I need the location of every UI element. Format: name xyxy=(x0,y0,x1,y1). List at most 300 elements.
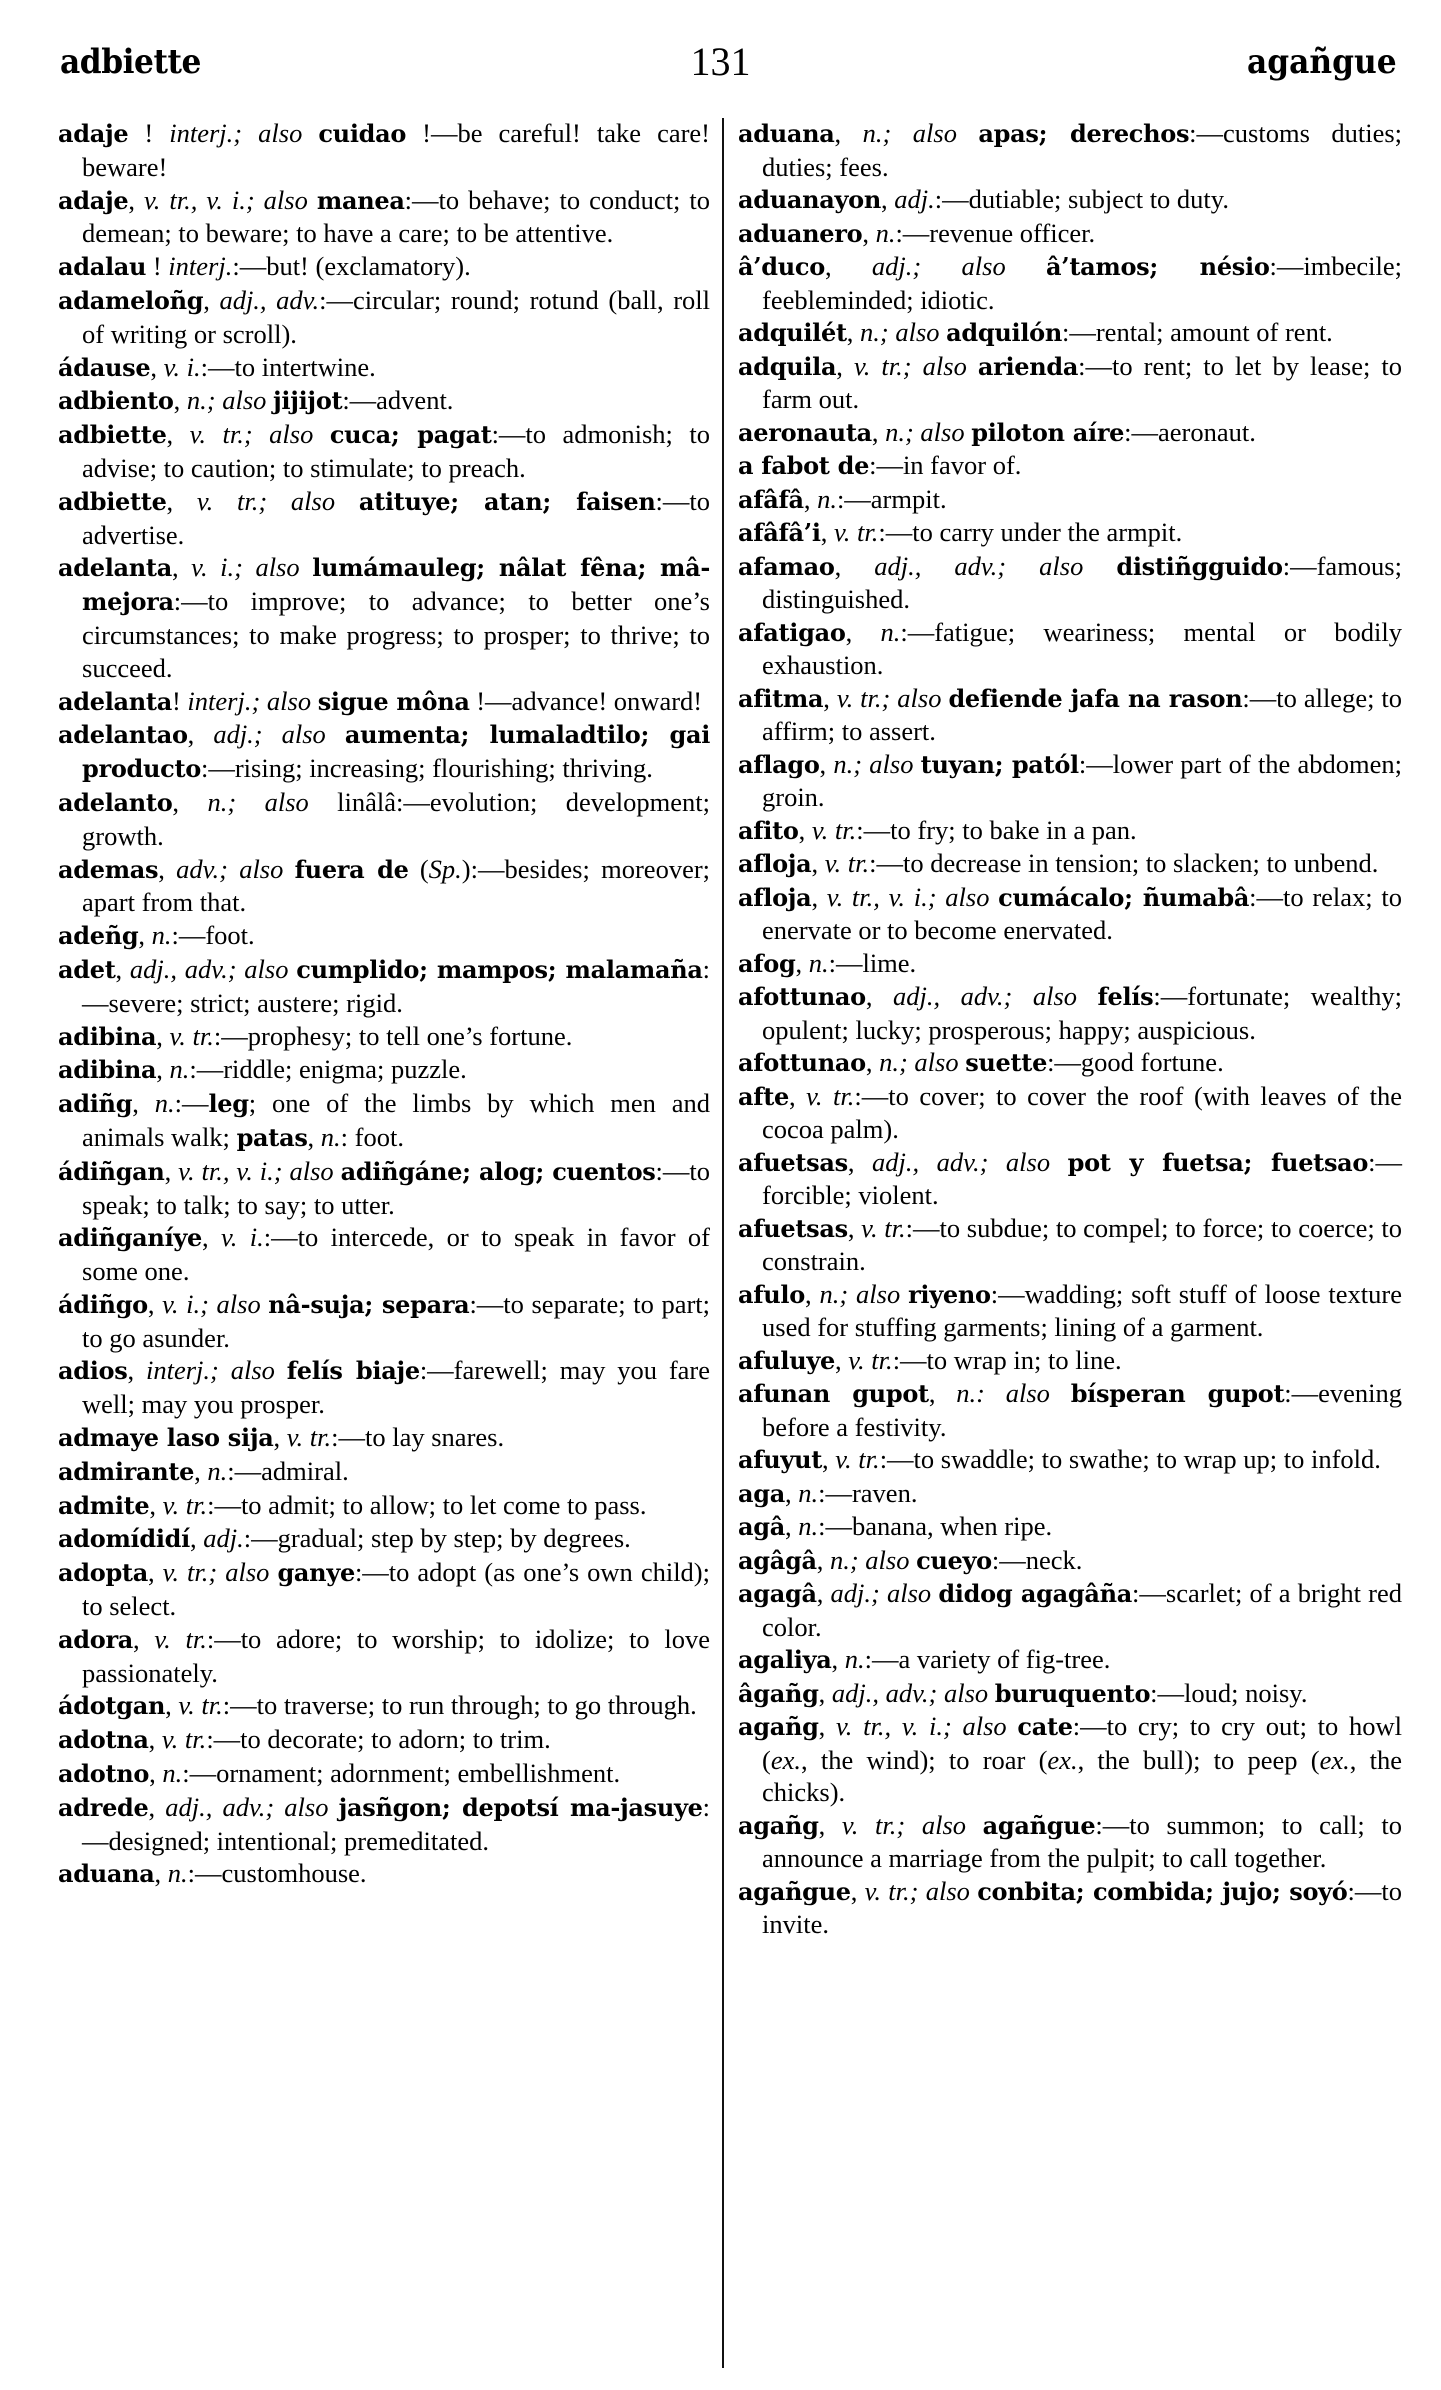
dictionary-entry xyxy=(738,947,1402,981)
dictionary-entry xyxy=(58,284,710,351)
dictionary-entry xyxy=(738,616,1402,682)
headword: adet xyxy=(58,954,116,984)
dictionary-entry xyxy=(58,1020,710,1054)
dictionary-entry xyxy=(738,980,1402,1046)
definition-text: , the chicks). xyxy=(762,1744,1402,1807)
definition-text: :—admiral. xyxy=(227,1455,349,1486)
definition-text: , xyxy=(795,947,809,978)
dictionary-entry xyxy=(738,682,1402,748)
grammar-label: interj.; also xyxy=(145,1355,287,1386)
headword: aflago xyxy=(738,749,820,779)
definition-text: :—imbecile; feebleminded; idiotic. xyxy=(762,251,1402,315)
definition-text: , xyxy=(172,786,208,817)
definition-text: , xyxy=(928,1378,957,1408)
definition-text: :—designed; intentional; premeditated. xyxy=(82,1791,711,1856)
dictionary-entry xyxy=(58,485,710,552)
definition-text: :—to adopt (as one’s own child); to select. xyxy=(82,1557,710,1622)
grammar-label: v. tr. xyxy=(154,1623,207,1654)
headword: agâ xyxy=(738,1512,785,1541)
dictionary-entry xyxy=(738,183,1402,217)
dictionary-entry xyxy=(58,184,710,251)
grammar-label: v. tr. xyxy=(861,1212,906,1243)
definition-text: , xyxy=(154,1858,168,1889)
bold-term: ganye xyxy=(277,1558,355,1588)
dictionary-entry xyxy=(58,1757,710,1791)
bold-term: suette xyxy=(965,1048,1048,1077)
headword: adalau xyxy=(58,252,147,282)
definition-text: , xyxy=(804,1278,820,1309)
definition-text: :—customhouse. xyxy=(187,1858,367,1889)
definition-text: :—gradual; step by step; by degrees. xyxy=(243,1523,631,1554)
definition-text: , xyxy=(816,1544,830,1575)
left-column xyxy=(58,117,710,1891)
dictionary-entry xyxy=(738,250,1402,316)
grammar-label: n. xyxy=(162,1758,183,1789)
headword: â’duco xyxy=(738,252,825,281)
headword: adomídidí xyxy=(58,1524,190,1554)
grammar-label: n. xyxy=(844,1644,865,1674)
bold-term: riyeno xyxy=(908,1279,991,1309)
definition-text: :—aeronaut. xyxy=(1124,416,1256,447)
headword: agañg xyxy=(738,1712,819,1741)
definition-text: , xyxy=(128,184,144,215)
definition-text: :—lime. xyxy=(828,947,917,978)
definition-text: , the bull); to peep ( xyxy=(1077,1744,1320,1775)
definition-text: , xyxy=(189,1523,204,1554)
grammar-label: n.; also xyxy=(186,385,274,416)
grammar-label: v. tr. xyxy=(848,1344,893,1375)
dictionary-entry xyxy=(58,1556,710,1623)
definition-text: , xyxy=(789,1080,807,1111)
dictionary-entry xyxy=(738,1677,1402,1711)
definition-text: , xyxy=(156,1054,170,1085)
definition-text: , xyxy=(820,517,834,547)
definition-text: , xyxy=(171,552,192,583)
dictionary-entry xyxy=(738,881,1402,947)
dictionary-entry xyxy=(58,1354,710,1421)
definition-text: :—to separate; to part; to go asunder. xyxy=(82,1288,711,1353)
definition-text: :—evening before a festivity. xyxy=(762,1378,1402,1442)
definition-text: :—armpit. xyxy=(836,483,947,514)
dictionary-entry xyxy=(58,685,710,719)
definition-text: , xyxy=(845,616,881,647)
dictionary-entry xyxy=(58,1857,710,1891)
definition-text: :—to fry; to bake in a pan. xyxy=(856,814,1137,845)
definition-text: :—to cover; to cover the roof (with leaves of the cocoa palm). xyxy=(762,1080,1402,1144)
headword: aga xyxy=(738,1478,785,1508)
headword: adbiento xyxy=(58,386,174,416)
dictionary-entry xyxy=(738,814,1402,848)
definition-text: , xyxy=(850,1875,865,1906)
definition-text: :—foot. xyxy=(171,920,255,951)
headword: agañg xyxy=(738,1810,819,1840)
headword: adelantao xyxy=(58,720,188,750)
grammar-label: v. tr.; also xyxy=(162,1557,278,1588)
definition-text: , xyxy=(865,981,893,1011)
definition-text: , xyxy=(847,1146,873,1177)
headword: admaye laso sija xyxy=(58,1423,274,1453)
headword: aduana xyxy=(738,119,835,148)
headword: adibina xyxy=(58,1021,157,1051)
dictionary-entry xyxy=(738,1809,1402,1875)
headword: ádotgan xyxy=(58,1691,166,1721)
headword: aduanayon xyxy=(738,185,882,214)
definition-text: :—raven. xyxy=(818,1477,918,1508)
definition-text: , xyxy=(115,953,130,984)
bold-term: cate xyxy=(1017,1712,1073,1741)
headword: adios xyxy=(58,1356,128,1386)
grammar-label: adj., adv.; also xyxy=(831,1677,995,1708)
definition-text: , xyxy=(148,1724,162,1755)
definition-text: , xyxy=(166,419,190,450)
dictionary-entry xyxy=(738,117,1402,183)
dictionary-entry xyxy=(738,1577,1402,1643)
grammar-label: adj., adv.; also xyxy=(892,981,1098,1011)
headword: afte xyxy=(738,1081,790,1111)
dictionary-entry xyxy=(58,1791,710,1858)
dictionary-entry xyxy=(738,1544,1402,1578)
definition-text: , xyxy=(156,1020,170,1051)
bold-term: â’tamos; nésio xyxy=(1046,252,1270,281)
definition-text: :—farewell; may you fare well; may you prosper. xyxy=(82,1355,710,1420)
definition-text: :—to behave; to conduct; to demean; to beware; to have a care; to be attentive. xyxy=(82,184,710,249)
definition-text: :—to admit; to allow; to let come to pass. xyxy=(207,1489,647,1520)
definition-text: :—circular; round; rotund (ball, roll of writing or scroll). xyxy=(82,284,710,349)
headword: adquilét xyxy=(738,318,847,347)
headword: adiñg xyxy=(58,1089,133,1119)
definition-text: , xyxy=(818,1677,832,1708)
definition-text: : foot. xyxy=(340,1121,404,1152)
grammar-label: v. tr., v. i.; also xyxy=(178,1155,341,1186)
grammar-label: ex. xyxy=(1047,1744,1078,1775)
definition-text: , xyxy=(194,1455,208,1486)
dictionary-entry xyxy=(58,1522,710,1556)
definition-text: :—to admonish; to advise; to caution; to stimulate; to preach. xyxy=(82,419,710,483)
grammar-label: n. xyxy=(817,483,837,514)
dictionary-entry xyxy=(58,1623,710,1690)
grammar-label: adj., adv.; also xyxy=(129,953,297,984)
dictionary-entry xyxy=(738,483,1402,517)
headword: afatigao xyxy=(738,617,846,647)
definition-text: , xyxy=(822,1444,836,1474)
definition-text: :—to relax; to enervate or to become enervated. xyxy=(762,881,1402,945)
headword: afuyut xyxy=(738,1445,823,1474)
definition-text: :—neck. xyxy=(991,1544,1083,1575)
bold-term: felís biaje xyxy=(286,1356,420,1386)
definition-text: , xyxy=(819,748,834,779)
definition-text: ( xyxy=(408,853,429,884)
definition-text: , xyxy=(862,217,876,248)
grammar-label: v. tr. xyxy=(824,848,870,878)
grammar-label: v. tr. xyxy=(169,1020,214,1051)
grammar-label: v. tr.; also xyxy=(836,682,949,713)
definition-text: , xyxy=(871,416,886,447)
headword: agâgâ xyxy=(738,1545,817,1575)
dictionary-entry xyxy=(738,550,1402,616)
headword: adotno xyxy=(58,1759,150,1789)
grammar-label: v. i.; also xyxy=(191,552,313,583)
definition-text: :—fatigue; weariness; mental or bodily exhaustion. xyxy=(762,616,1403,680)
headword: ademas xyxy=(58,854,159,884)
headword: afulo xyxy=(738,1279,805,1309)
headword: afito xyxy=(738,815,799,845)
grammar-label: adv.; also xyxy=(176,853,295,884)
headword: adora xyxy=(58,1624,134,1654)
grammar-label: v. tr., v. i.; also xyxy=(143,184,317,215)
definition-text: , xyxy=(784,1511,799,1541)
grammar-label: v. tr. xyxy=(806,1080,855,1111)
grammar-label: v. tr. xyxy=(178,1690,223,1721)
definition-text: , xyxy=(202,1222,221,1253)
headword: afottunao xyxy=(738,982,866,1011)
headword: adelanto xyxy=(58,787,173,817)
headword: adaje xyxy=(58,185,129,215)
headword: afâfâ’i xyxy=(738,518,821,547)
definition-text: , xyxy=(150,351,164,382)
dictionary-entry xyxy=(738,1875,1402,1941)
headword: afloja xyxy=(738,849,812,878)
definition-text: :—forcible; violent. xyxy=(762,1146,1402,1210)
headword: afamao xyxy=(738,551,835,581)
bold-term: piloton aíre xyxy=(971,417,1125,447)
definition-text: !—be careful! take care! beware! xyxy=(82,118,711,182)
grammar-label: v. tr.; also xyxy=(864,1875,978,1906)
grammar-label: v. tr., v. i.; also xyxy=(835,1711,1018,1741)
grammar-label: v. tr.; also xyxy=(841,1809,983,1840)
bold-term: agañgue xyxy=(982,1810,1096,1840)
dictionary-entry xyxy=(58,418,710,485)
bold-term: conbita; combida; jujo; soyó xyxy=(977,1876,1348,1906)
grammar-label: v. tr. xyxy=(811,814,857,845)
definition-text: , xyxy=(149,1489,163,1520)
dictionary-entry xyxy=(58,1689,710,1723)
bold-term: bísperan gupot xyxy=(1070,1379,1285,1408)
grammar-label: n. xyxy=(151,920,172,951)
dictionary-entry xyxy=(58,384,710,418)
definition-text: linâlâ:—evolution; development; growth. xyxy=(82,786,711,851)
grammar-label: interj.; also xyxy=(187,685,318,716)
dictionary-entry xyxy=(738,217,1402,251)
grammar-label: v. tr. xyxy=(833,517,879,547)
bold-term: felís xyxy=(1097,982,1154,1011)
headword: afuluye xyxy=(738,1345,836,1375)
grammar-label: v. i. xyxy=(163,351,201,382)
grammar-label: ex. xyxy=(770,1744,801,1775)
definition-text: :—rising; increasing; flourishing; thriving. xyxy=(200,753,653,784)
dictionary-entry xyxy=(738,1510,1402,1544)
dictionary-entry xyxy=(58,853,710,920)
definition-text: :—to invite. xyxy=(762,1875,1402,1939)
dictionary-entry xyxy=(58,786,710,853)
headword: aduana xyxy=(58,1859,155,1889)
dictionary-entry xyxy=(738,1344,1402,1378)
bold-term: cumácalo; ñumabâ xyxy=(998,882,1250,912)
bold-term: sigue mônа xyxy=(317,686,470,716)
definition-text: :—but! (exclamatory). xyxy=(232,251,471,282)
grammar-label: interj. xyxy=(168,251,233,282)
bold-term: jasñgon; depotsí ma-jasuye xyxy=(338,1792,703,1822)
grammar-label: n.; also xyxy=(207,786,338,817)
definition-text: :—to advertise. xyxy=(82,485,710,550)
bold-term: didog agagâña xyxy=(938,1579,1133,1608)
dictionary-entry xyxy=(58,117,710,184)
headword: afitma xyxy=(738,683,824,713)
grammar-label: n.; also xyxy=(860,317,947,347)
dictionary-entry xyxy=(738,416,1402,450)
definition-text: :—to lay snares. xyxy=(331,1422,505,1453)
definition-text: , xyxy=(811,881,827,912)
definition-text: :—customs duties; duties; fees. xyxy=(762,118,1403,182)
headword: adquila xyxy=(738,351,837,381)
grammar-label: interj.; also xyxy=(169,118,319,148)
definition-text: , xyxy=(835,1344,849,1375)
grammar-label: n. xyxy=(207,1455,228,1486)
bold-term: leg xyxy=(208,1089,249,1119)
bold-term: distiñgguido xyxy=(1116,551,1283,581)
dictionary-entry xyxy=(58,351,710,385)
definition-text: :—to wrap in; to line. xyxy=(892,1344,1122,1375)
headword: adelanta xyxy=(58,686,172,716)
headword: adibina xyxy=(58,1055,157,1085)
headword: afâfâ xyxy=(738,484,804,514)
definition-text: , xyxy=(149,1758,163,1789)
dictionary-entry xyxy=(738,350,1402,416)
definition-text: :—to speak; to talk; to say; to utter. xyxy=(82,1155,710,1220)
grammar-label: adj. xyxy=(203,1523,244,1554)
definition-text: , xyxy=(307,1121,321,1152)
definition-text: ! xyxy=(171,685,188,716)
dictionary-entry xyxy=(58,1053,710,1087)
definition-text: :—to carry under the armpit. xyxy=(878,517,1183,547)
grammar-label: n. xyxy=(808,947,829,978)
dictionary-entry xyxy=(738,1710,1402,1809)
grammar-label: adj.; also xyxy=(213,719,345,750)
grammar-label: v. tr. xyxy=(835,1444,880,1474)
definition-text: , xyxy=(836,350,854,381)
definition-text: :—to rent; to let by lease; to farm out. xyxy=(762,350,1403,414)
bold-term: atituye; atan; faisen xyxy=(358,486,656,516)
definition-text: , xyxy=(138,920,152,951)
grammar-label: v. tr. xyxy=(162,1489,208,1520)
definition-text: :—banana, when ripe. xyxy=(818,1511,1053,1541)
definition-text: :—revenue officer. xyxy=(895,217,1096,248)
dictionary-entry xyxy=(58,551,710,684)
headword: agañgue xyxy=(738,1876,851,1906)
definition-text: , xyxy=(823,682,837,713)
headword: a fabot de xyxy=(738,451,870,480)
grammar-label: n.; also xyxy=(829,1544,917,1575)
definition-text: , xyxy=(798,814,812,845)
definition-text: , xyxy=(273,1422,287,1453)
definition-text: :—to decrease in tension; to slacken; to unbend. xyxy=(869,848,1379,878)
definition-text: :—to cry; to cry out; to howl ( xyxy=(762,1711,1402,1775)
grammar-label: v. i.; also xyxy=(162,1288,269,1319)
definition-text: :—advent. xyxy=(342,385,454,416)
definition-text: , xyxy=(784,1477,799,1508)
definition-text: ):—besides; moreover; apart from that. xyxy=(82,853,711,918)
dictionary-entry xyxy=(58,1288,710,1355)
definition-text: , xyxy=(148,1791,166,1822)
headword: adelanta xyxy=(58,553,172,583)
definition-text: :—to improve; to advance; to better one’s circumstances; to make progress; to prosper; to thrive; to succeed. xyxy=(82,586,710,683)
grammar-label: n.; also xyxy=(833,748,921,779)
bold-term: apas; derechos xyxy=(978,119,1190,148)
dictionary-entry xyxy=(58,1489,710,1523)
definition-text: , xyxy=(818,1809,842,1840)
definition-text: , xyxy=(824,251,872,281)
dictionary-entry xyxy=(738,316,1402,350)
dictionary-entry xyxy=(738,516,1402,550)
grammar-label: v. tr. xyxy=(161,1724,207,1755)
definition-text: , xyxy=(816,1578,831,1608)
headword: ádiñgan xyxy=(58,1156,165,1186)
bold-term: jijijot xyxy=(273,386,343,416)
headword: adotna xyxy=(58,1725,149,1755)
definition-text: :—to intertwine. xyxy=(200,351,376,382)
bold-term: nâ-suja; separa xyxy=(268,1289,470,1319)
dictionary-entry xyxy=(738,1477,1402,1511)
bold-term: aumenta; lumaladtilo; gai producto xyxy=(82,720,711,784)
headword: ádiñgo xyxy=(58,1289,148,1319)
definition-text: :—to summon; to call; to announce a marriage from the pulpit; to call together. xyxy=(762,1809,1402,1873)
definition-text: ! xyxy=(128,118,170,148)
dictionary-entry xyxy=(58,1087,710,1155)
grammar-label: adj., adv.; also xyxy=(165,1791,339,1822)
bold-term: patas xyxy=(236,1122,308,1152)
grammar-label: n. xyxy=(798,1511,819,1541)
bold-term: adiñgáne; alog; cuentos xyxy=(340,1156,656,1186)
definition-text: :—loud; noisy. xyxy=(1150,1677,1308,1708)
grammar-label: v. tr., v. i.; also xyxy=(826,881,999,912)
bold-term: buruquento xyxy=(994,1678,1151,1708)
headword: agaliya xyxy=(738,1645,832,1674)
definition-text: :—a variety of fig-tree. xyxy=(864,1644,1111,1674)
grammar-label: adj.; also xyxy=(871,251,1047,281)
left-guide-word: adbiette xyxy=(60,42,201,82)
bold-term: fuera de xyxy=(294,854,409,884)
definition-text: :—to allege; to affirm; to assert. xyxy=(762,682,1403,746)
grammar-label: n. xyxy=(875,217,896,248)
grammar-label: n.; also xyxy=(819,1278,909,1309)
dictionary-entry xyxy=(738,1046,1402,1080)
dictionary-entry xyxy=(738,1443,1402,1477)
headword: afuetsas xyxy=(738,1147,848,1177)
headword: aeronauta xyxy=(738,417,872,447)
headword: ádause xyxy=(58,352,151,382)
bold-term: arienda xyxy=(977,351,1079,381)
definition-text: , xyxy=(818,1711,836,1741)
headword: admirante xyxy=(58,1456,195,1486)
dictionary-entry xyxy=(738,449,1402,483)
dictionary-entry xyxy=(58,1723,710,1757)
grammar-label: adj., adv. xyxy=(219,284,320,315)
grammar-label: n.: also xyxy=(956,1378,1071,1408)
definition-text: :—wadding; soft stuff of loose texture used for stuffing garments; lining of a garment. xyxy=(762,1278,1403,1342)
definition-text: :—fortunate; wealthy; opulent; lucky; prosperous; happy; auspicious. xyxy=(762,981,1402,1045)
bold-term: lumámauleg; nâlat fêna; mâ-mejora xyxy=(82,553,711,617)
headword: afloja xyxy=(738,882,812,912)
grammar-label: n.; also xyxy=(885,416,972,447)
grammar-label: v. tr.; also xyxy=(189,419,330,450)
definition-text: ; one of the limbs by which men and animals walk; xyxy=(82,1088,711,1152)
dictionary-entry xyxy=(738,1643,1402,1677)
grammar-label: Sp. xyxy=(428,853,462,884)
dictionary-entry xyxy=(738,1146,1402,1212)
definition-text: :—ornament; adornment; embellishment. xyxy=(182,1758,621,1789)
headword: adaje xyxy=(58,119,129,148)
right-guide-word: agañgue xyxy=(1247,42,1397,82)
dictionary-entry xyxy=(738,748,1402,814)
